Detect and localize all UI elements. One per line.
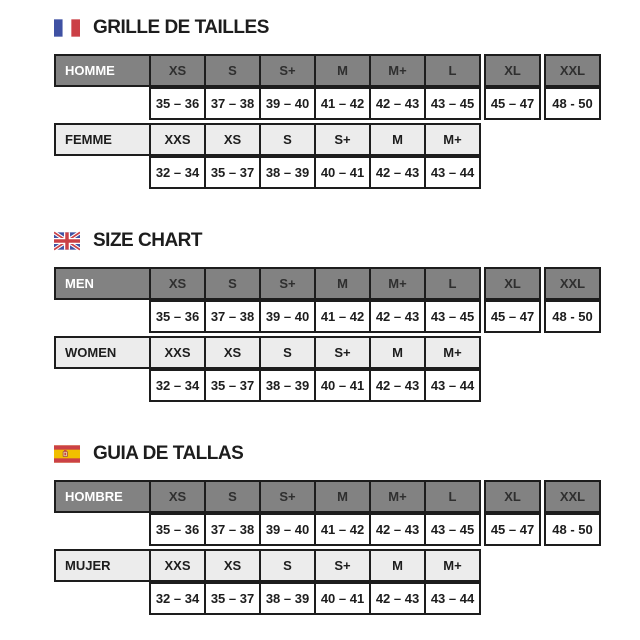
size-range-cell: 35 – 37 <box>204 156 261 189</box>
size-range-cell: 40 – 41 <box>314 369 371 402</box>
size-header-cell: XXL <box>544 267 601 300</box>
size-header-cell: M <box>314 480 371 513</box>
size-range-cell: 41 – 42 <box>314 513 371 546</box>
gender-label-cell: FEMME <box>54 123 151 156</box>
size-header-cell: XL <box>484 267 541 300</box>
spacer-cell <box>54 369 149 402</box>
men-header-row <box>54 480 640 513</box>
size-header-cell: S <box>204 267 261 300</box>
size-range-cell: 48 - 50 <box>544 87 601 120</box>
size-range-cell: 35 – 37 <box>204 369 261 402</box>
size-header-cell: XS <box>149 267 206 300</box>
size-header-cell: XS <box>204 123 261 156</box>
size-chart-section-es <box>54 442 640 615</box>
women-values-row <box>54 156 640 189</box>
gender-label-cell: MUJER <box>54 549 151 582</box>
men-values-row <box>54 87 640 120</box>
size-range-cell: 32 – 34 <box>149 369 206 402</box>
size-range-cell: 45 – 47 <box>484 300 541 333</box>
size-range-cell: 42 – 43 <box>369 513 426 546</box>
size-header-cell: M+ <box>424 336 481 369</box>
men-header-row <box>54 267 640 300</box>
size-range-cell: 37 – 38 <box>204 300 261 333</box>
size-header-cell: M+ <box>369 480 426 513</box>
men-header-row <box>54 54 640 87</box>
size-header-cell: S+ <box>259 480 316 513</box>
size-header-cell: XS <box>204 336 261 369</box>
size-range-cell: 35 – 36 <box>149 513 206 546</box>
size-range-cell: 43 – 45 <box>424 300 481 333</box>
size-header-cell: S <box>204 480 261 513</box>
size-range-cell: 37 – 38 <box>204 513 261 546</box>
size-range-cell: 41 – 42 <box>314 300 371 333</box>
size-chart-section-fr <box>54 16 640 189</box>
size-range-cell: 35 – 36 <box>149 87 206 120</box>
size-header-cell: S <box>259 336 316 369</box>
size-header-cell: M+ <box>369 54 426 87</box>
size-table-fr <box>54 54 640 189</box>
size-header-cell: S <box>259 549 316 582</box>
section-title: SIZE CHART <box>93 230 202 251</box>
section-header-en <box>54 229 640 253</box>
gender-label-cell: WOMEN <box>54 336 151 369</box>
gender-label-cell: HOMME <box>54 54 151 87</box>
size-header-cell: M+ <box>424 123 481 156</box>
size-range-cell: 42 – 43 <box>369 300 426 333</box>
size-range-cell: 48 - 50 <box>544 300 601 333</box>
section-header-es <box>54 442 640 466</box>
women-header-row <box>54 549 640 582</box>
size-header-cell: S+ <box>259 54 316 87</box>
gender-label-cell: HOMBRE <box>54 480 151 513</box>
size-header-cell: S <box>204 54 261 87</box>
spacer-cell <box>54 87 149 120</box>
size-range-cell: 39 – 40 <box>259 87 316 120</box>
size-range-cell: 48 - 50 <box>544 513 601 546</box>
size-header-cell: M <box>314 54 371 87</box>
size-header-cell: L <box>424 480 481 513</box>
size-header-cell: S <box>259 123 316 156</box>
size-range-cell: 32 – 34 <box>149 156 206 189</box>
size-range-cell: 41 – 42 <box>314 87 371 120</box>
size-range-cell: 38 – 39 <box>259 582 316 615</box>
size-header-cell: L <box>424 54 481 87</box>
size-header-cell: L <box>424 267 481 300</box>
size-chart-section-en <box>54 229 640 402</box>
women-values-row <box>54 582 640 615</box>
uk-flag-icon <box>54 231 80 251</box>
spacer-cell <box>54 156 149 189</box>
size-range-cell: 40 – 41 <box>314 582 371 615</box>
size-header-cell: XL <box>484 54 541 87</box>
size-header-cell: M <box>369 336 426 369</box>
size-header-cell: XXL <box>544 54 601 87</box>
size-range-cell: 43 – 45 <box>424 513 481 546</box>
size-table-en <box>54 267 640 402</box>
size-range-cell: 37 – 38 <box>204 87 261 120</box>
size-header-cell: XXS <box>149 336 206 369</box>
size-header-cell: M+ <box>424 549 481 582</box>
size-range-cell: 43 – 44 <box>424 582 481 615</box>
size-range-cell: 42 – 43 <box>369 369 426 402</box>
size-header-cell: S+ <box>259 267 316 300</box>
size-header-cell: M <box>369 123 426 156</box>
size-range-cell: 38 – 39 <box>259 156 316 189</box>
size-header-cell: XS <box>204 549 261 582</box>
size-header-cell: XS <box>149 54 206 87</box>
size-range-cell: 32 – 34 <box>149 582 206 615</box>
women-header-row <box>54 123 640 156</box>
gender-label-cell: MEN <box>54 267 151 300</box>
size-header-cell: M+ <box>369 267 426 300</box>
spacer-cell <box>54 582 149 615</box>
spacer-cell <box>54 300 149 333</box>
women-values-row <box>54 369 640 402</box>
size-range-cell: 40 – 41 <box>314 156 371 189</box>
size-range-cell: 45 – 47 <box>484 513 541 546</box>
size-header-cell: XXS <box>149 549 206 582</box>
size-header-cell: S+ <box>314 549 371 582</box>
section-header-fr <box>54 16 640 40</box>
size-range-cell: 43 – 44 <box>424 156 481 189</box>
size-table-es <box>54 480 640 615</box>
size-header-cell: XL <box>484 480 541 513</box>
size-range-cell: 39 – 40 <box>259 300 316 333</box>
size-header-cell: S+ <box>314 336 371 369</box>
size-header-cell: XXS <box>149 123 206 156</box>
size-range-cell: 42 – 43 <box>369 87 426 120</box>
size-range-cell: 43 – 44 <box>424 369 481 402</box>
size-range-cell: 42 – 43 <box>369 156 426 189</box>
section-title: GRILLE DE TAILLES <box>93 17 269 38</box>
size-header-cell: S+ <box>314 123 371 156</box>
size-range-cell: 45 – 47 <box>484 87 541 120</box>
size-range-cell: 39 – 40 <box>259 513 316 546</box>
size-range-cell: 42 – 43 <box>369 582 426 615</box>
spain-flag-icon <box>54 444 80 464</box>
size-range-cell: 43 – 45 <box>424 87 481 120</box>
section-title: GUIA DE TALLAS <box>93 443 244 464</box>
size-header-cell: M <box>369 549 426 582</box>
size-range-cell: 35 – 37 <box>204 582 261 615</box>
size-header-cell: XS <box>149 480 206 513</box>
size-range-cell: 38 – 39 <box>259 369 316 402</box>
spacer-cell <box>54 513 149 546</box>
men-values-row <box>54 300 640 333</box>
size-range-cell: 35 – 36 <box>149 300 206 333</box>
women-header-row <box>54 336 640 369</box>
france-flag-icon <box>54 18 80 38</box>
men-values-row <box>54 513 640 546</box>
size-header-cell: XXL <box>544 480 601 513</box>
size-header-cell: M <box>314 267 371 300</box>
